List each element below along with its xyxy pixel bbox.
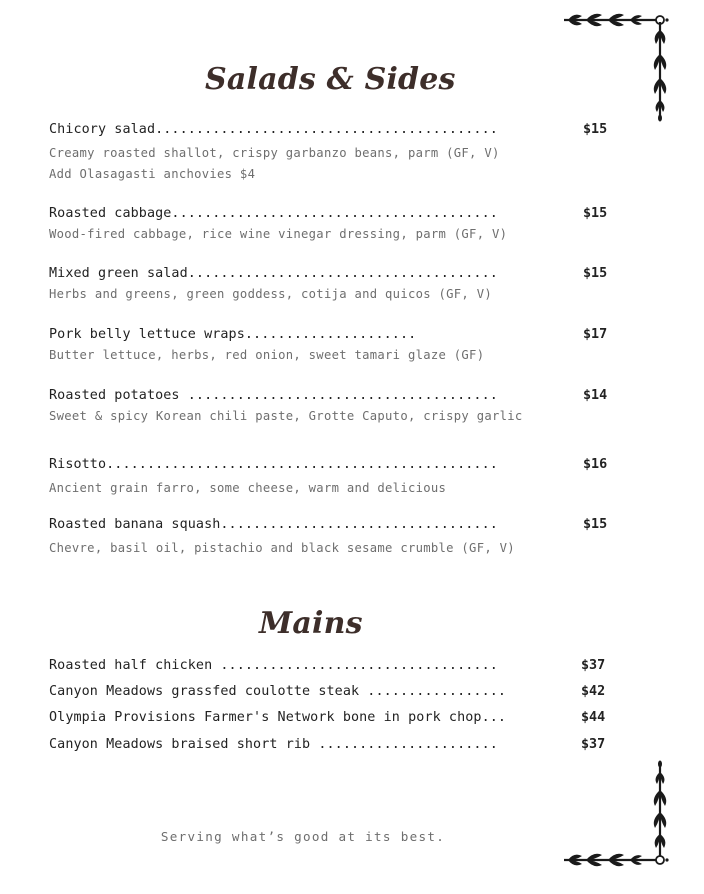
item-description: Ancient grain farro, some cheese, warm and delicious <box>49 481 447 495</box>
item-description: Herbs and greens, green goddess, cotija and quicos (GF, V) <box>49 287 492 301</box>
item-name: Olympia Provisions Farmer's Network bone in pork chop... <box>49 710 507 725</box>
item-price: $14 <box>583 388 608 403</box>
item-price: $15 <box>583 122 608 137</box>
mains-item-coulotte-steak <box>49 684 614 702</box>
item-name: Chicory salad.......................................... <box>49 122 498 137</box>
item-name: Mixed green salad...................................... <box>49 266 498 281</box>
mains-item-roasted-half-chicken <box>49 658 614 676</box>
item-description: Butter lettuce, herbs, red onion, sweet tamari glaze (GF) <box>49 348 485 362</box>
mains-item-pork-chop <box>49 710 614 728</box>
menu-item-pork-belly-lettuce-wraps <box>49 327 614 366</box>
item-name: Pork belly lettuce wraps..................... <box>49 327 417 342</box>
item-description: Chevre, basil oil, pistachio and black sesame crumble (GF, V) <box>49 541 515 555</box>
item-description: Sweet & spicy Korean chili paste, Grotte Caputo, crispy garlic <box>49 409 523 423</box>
item-price: $15 <box>583 266 608 281</box>
item-price: $16 <box>583 457 608 472</box>
item-name: Canyon Meadows braised short rib ...................... <box>49 737 498 752</box>
mains-heading: Mains <box>259 606 363 641</box>
item-name: Roasted half chicken .................................. <box>49 658 498 673</box>
menu-item-chicory-salad <box>49 122 614 185</box>
item-price: $44 <box>581 710 606 725</box>
footer-tagline: Serving what’s good at its best. <box>160 829 446 844</box>
item-name: Roasted cabbage........................................ <box>49 206 498 221</box>
item-name: Canyon Meadows grassfed coulotte steak ................. <box>49 684 507 699</box>
salads-sides-heading: Salads & Sides <box>205 62 456 97</box>
item-addon: Add Olasagasti anchovies $4 <box>49 167 256 181</box>
mains-item-braised-short-rib <box>49 737 614 755</box>
bottom-corner-ornament-icon <box>556 760 672 876</box>
menu-item-roasted-potatoes <box>49 388 614 427</box>
item-price: $15 <box>583 206 608 221</box>
item-name: Roasted banana squash.................................. <box>49 517 498 532</box>
item-price: $37 <box>581 737 606 752</box>
item-price: $15 <box>583 517 608 532</box>
item-price: $42 <box>581 684 606 699</box>
item-name: Risotto................................................ <box>49 457 498 472</box>
menu-item-risotto <box>49 457 614 499</box>
menu-item-mixed-green-salad <box>49 266 614 305</box>
item-price: $17 <box>583 327 608 342</box>
menu-item-roasted-cabbage <box>49 206 614 245</box>
item-price: $37 <box>581 658 606 673</box>
item-name: Roasted potatoes ...................................... <box>49 388 498 403</box>
menu-item-roasted-banana-squash <box>49 517 614 559</box>
item-description: Wood-fired cabbage, rice wine vinegar dressing, parm (GF, V) <box>49 227 508 241</box>
top-corner-ornament-icon <box>556 8 672 124</box>
item-description: Creamy roasted shallot, crispy garbanzo beans, parm (GF, V) <box>49 146 500 160</box>
